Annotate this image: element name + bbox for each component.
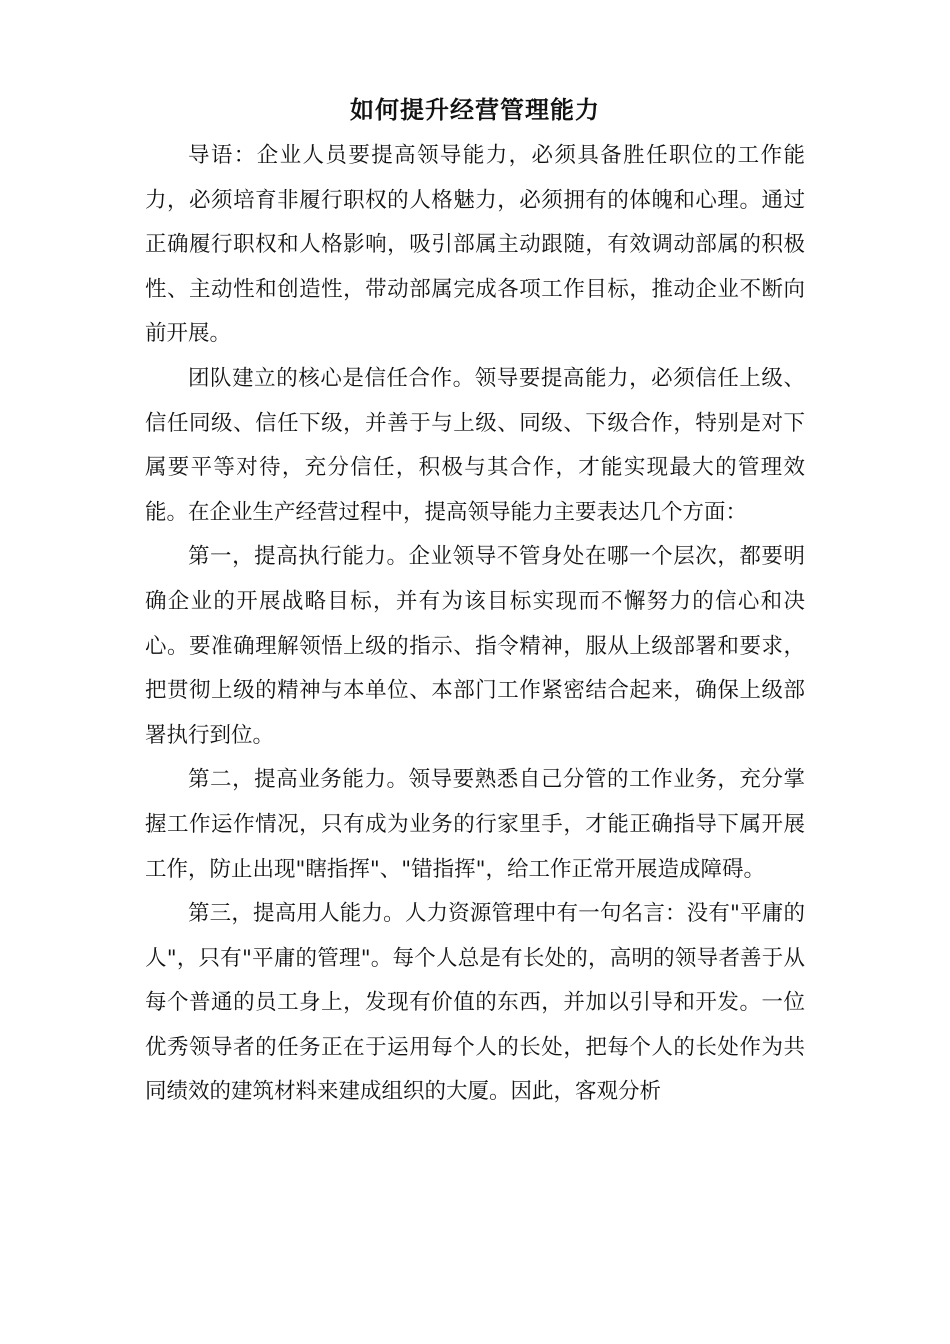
paragraph-business: 第二，提高业务能力。领导要熟悉自己分管的工作业务，充分掌握工作运作情况，只有成为业务的行家里手，才能正确指导下属开展工作，防止出现"瞎指挥"、"错指挥"，给工作正常开展造成障碍。 <box>145 767 805 882</box>
document-title: 如何提升经营管理能力 <box>350 95 600 124</box>
paragraph-trust: 团队建立的核心是信任合作。领导要提高能力，必须信任上级、信任同级、信任下级，并善于与上级、同级、下级合作，特别是对下属要平等对待，充分信任，积极与其合作，才能实现最大的管理效能。在企业生产经营过程中，提高领导能力主要表达几个方面： <box>145 365 805 525</box>
document-body <box>145 134 805 1115</box>
paragraph-intro: 导语：企业人员要提高领导能力，必须具备胜任职位的工作能力，必须培育非履行职权的人格魅力，必须拥有的体魄和心理。通过正确履行职权和人格影响，吸引部属主动跟随，有效调动部属的积极性、主动性和创造性，带动部属完成各项工作目标，推动企业不断向前开展。 <box>145 143 805 347</box>
paragraph-people: 第三，提高用人能力。人力资源管理中有一句名言：没有"平庸的人"，只有"平庸的管理"。每个人总是有长处的，高明的领导者善于从每个普通的员工身上，发现有价值的东西，并加以引导和开发。一位优秀领导者的任务正在于运用每个人的长处，把每个人的长处作为共同绩效的建筑材料来建成组织的大厦。因此，客观分析 <box>145 901 805 1105</box>
paragraph-execution: 第一，提高执行能力。企业领导不管身处在哪一个层次，都要明确企业的开展战略目标，并有为该目标实现而不懈努力的信心和决心。要准确理解领悟上级的指示、指令精神，服从上级部署和要求，把贯彻上级的精神与本单位、本部门工作紧密结合起来，确保上级部署执行到位。 <box>145 544 805 748</box>
